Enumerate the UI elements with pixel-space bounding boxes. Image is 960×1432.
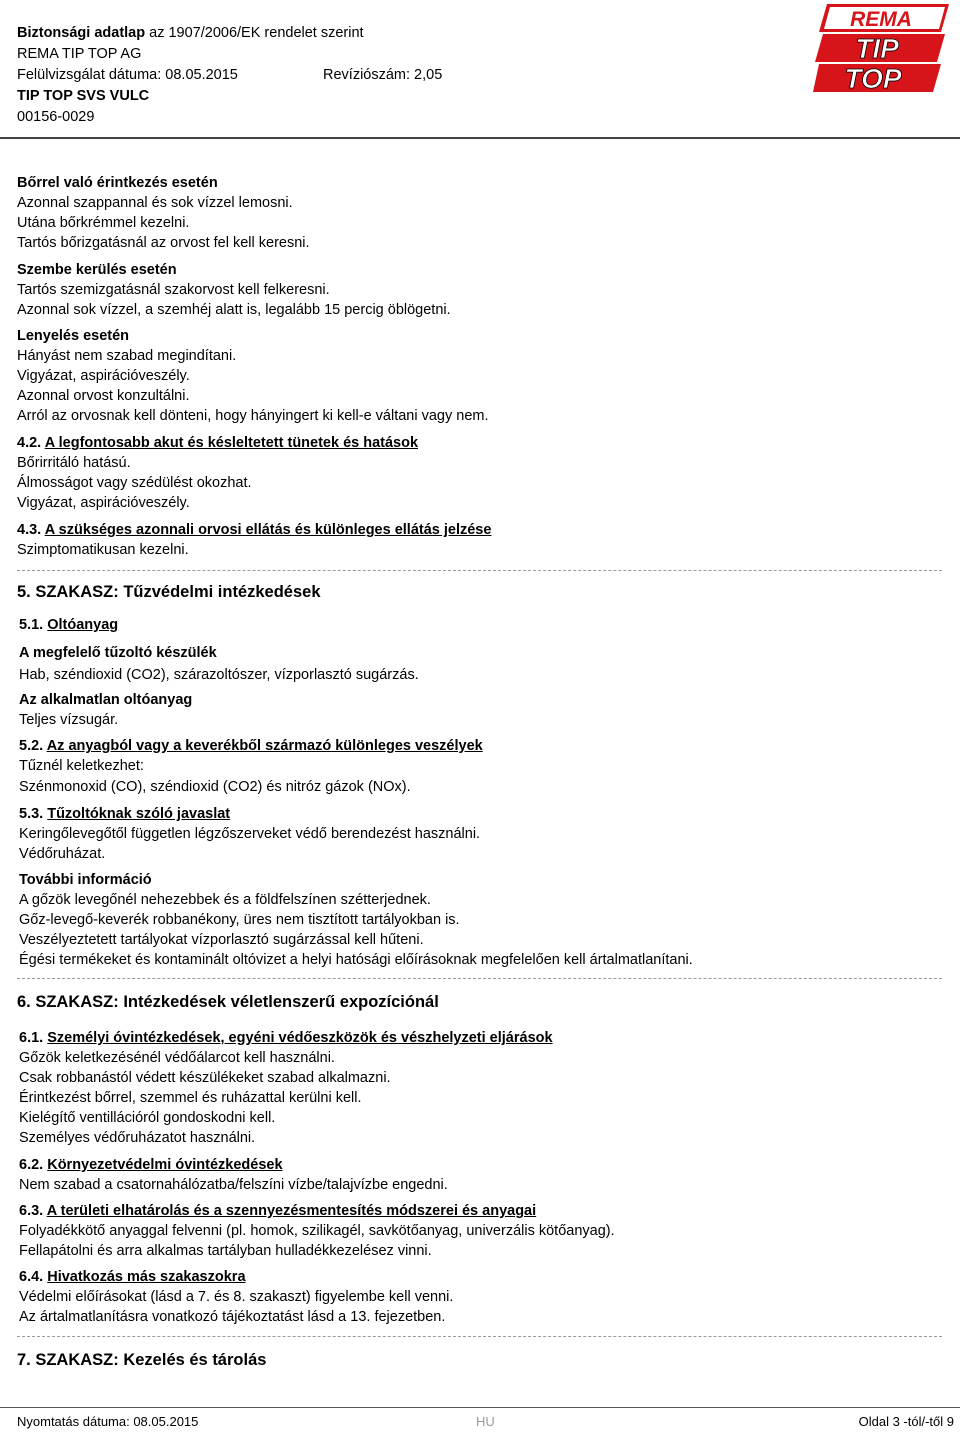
document-title <box>17 24 364 42</box>
section-6-title: 6. SZAKASZ: Intézkedések véletlenszerű expozíciónál <box>17 993 439 1011</box>
subsection-title: Hivatkozás más szakaszokra <box>47 1269 246 1285</box>
subsection-6-2-heading <box>19 1156 283 1174</box>
skin-contact-line: Tartós bőrizgatásnál az orvost fel kell keresni. <box>17 235 310 251</box>
logo-tip-text: TIP <box>855 33 899 64</box>
page-number: Oldal 3 -tól/-től 9 <box>858 1414 954 1429</box>
subsection-6-1-heading <box>19 1029 553 1047</box>
section-divider <box>17 570 942 571</box>
review-line <box>17 66 238 84</box>
unsuitable-media-heading: Az alkalmatlan oltóanyag <box>19 692 193 708</box>
subsection-title: Oltóanyag <box>47 617 119 633</box>
doc-type-label: Biztonsági adatlap <box>17 25 146 41</box>
environmental-line: Nem szabad a csatornahálózatba/felszíni vízbe/talajvízbe engedni. <box>19 1177 448 1193</box>
precaution-line: Érintkezést bőrrel, szemmel és ruházattal kerülni kell. <box>19 1090 362 1106</box>
subsection-6-4-heading <box>19 1268 246 1286</box>
firefighter-advice-line: Keringőlevegőtől független légzőszerveket védő berendezést használni. <box>19 826 481 842</box>
further-info-line: Égési termékeket és kontaminált oltóvizet a helyi hatósági előírásoknak megfelelően kell ártalmatlanítani. <box>19 952 693 968</box>
eye-contact-line: Azonnal sok vízzel, a szemhéj alatt is, legalább 15 percig öblögetni. <box>17 302 451 318</box>
subsection-number: 5.2. <box>19 738 47 754</box>
review-date: Felülvizsgálat dátuma: 08.05.2015 <box>17 67 238 83</box>
revision-number: Revíziószám: 2,05 <box>323 67 443 83</box>
subsection-6-3-heading <box>19 1202 536 1220</box>
ingestion-line: Azonnal orvost konzultálni. <box>17 388 190 404</box>
subsection-4-2-heading <box>17 434 418 452</box>
company-name: REMA TIP TOP AG <box>17 46 142 62</box>
skin-contact-heading: Bőrrel való érintkezés esetén <box>17 175 218 191</box>
subsection-title: A területi elhatárolás és a szennyezésmentesítés módszerei és anyagai <box>46 1203 537 1219</box>
section-5-title: 5. SZAKASZ: Tűzvédelmi intézkedések <box>17 583 321 601</box>
precaution-line: Személyes védőruházatot használni. <box>19 1130 256 1146</box>
precaution-line: Kielégítő ventillációról gondoskodni kell. <box>19 1110 276 1126</box>
reference-line: Az ártalmatlanításra vonatkozó tájékoztatást lásd a 13. fejezetben. <box>19 1309 446 1325</box>
symptom-line: Vigyázat, aspirációveszély. <box>17 495 190 511</box>
ingestion-heading: Lenyelés esetén <box>17 328 130 344</box>
symptom-line: Álmosságot vagy szédülést okozhat. <box>17 475 252 491</box>
ingestion-line: Vigyázat, aspirációveszély. <box>17 368 190 384</box>
subsection-5-2-heading <box>19 737 483 755</box>
skin-contact-line: Utána bőrkrémmel kezelni. <box>17 215 190 231</box>
subsection-number: 6.1. <box>19 1030 48 1046</box>
subsection-4-3-heading <box>17 521 491 539</box>
subsection-title: Személyi óvintézkedések, egyéni védőeszközök és vészhelyzeti eljárások <box>47 1030 553 1046</box>
section-divider <box>17 1336 942 1337</box>
logo-rema-text: REMA <box>850 8 912 31</box>
firefighter-advice-line: Védőruházat. <box>19 846 106 862</box>
suitable-media-heading: A megfelelő tűzoltó készülék <box>19 645 217 661</box>
containment-line: Folyadékkötő anyaggal felvenni (pl. homok, szilikagél, savkötőanyag, univerzális kötőanyag). <box>19 1223 615 1239</box>
subsection-number: 6.3. <box>19 1203 47 1219</box>
language-code: HU <box>476 1414 495 1429</box>
subsection-title: Környezetvédelmi óvintézkedések <box>47 1157 283 1173</box>
subsection-number: 6.4. <box>19 1269 48 1285</box>
print-date: Nyomtatás dátuma: 08.05.2015 <box>17 1414 199 1429</box>
precaution-line: Gőzök keletkezésénél védőálarcot kell használni. <box>19 1050 335 1066</box>
section-7-title: 7. SZAKASZ: Kezelés és tárolás <box>17 1351 267 1369</box>
hazard-line: Tűznél keletkezhet: <box>19 758 144 774</box>
subsection-title: Az anyagból vagy a keverékből származó különleges veszélyek <box>46 738 483 754</box>
treatment-line: Szimptomatikusan kezelni. <box>17 542 189 558</box>
ingestion-line: Hányást nem szabad megindítani. <box>17 348 237 364</box>
eye-contact-line: Tartós szemizgatásnál szakorvost kell felkeresni. <box>17 282 330 298</box>
subsection-5-3-heading <box>19 805 230 823</box>
reference-line: Védelmi előírásokat (lásd a 7. és 8. szakaszt) figyelembe kell venni. <box>19 1289 454 1305</box>
ingestion-line: Arról az orvosnak kell dönteni, hogy hányingert ki kell-e váltani vagy nem. <box>17 408 489 424</box>
subsection-title: A szükséges azonnali orvosi ellátás és különleges ellátás jelzése <box>44 522 492 538</box>
subsection-number: 5.1. <box>19 617 48 633</box>
subsection-number: 5.3. <box>19 806 48 822</box>
precaution-line: Csak robbanástól védett készülékeket szabad alkalmazni. <box>19 1070 391 1086</box>
subsection-title: A legfontosabb akut és késleltetett tünetek és hatások <box>44 435 419 451</box>
subsection-number: 6.2. <box>19 1157 48 1173</box>
product-name: TIP TOP SVS VULC <box>17 88 150 104</box>
suitable-media-line: Hab, széndioxid (CO2), szárazoltószer, vízporlasztó sugárzás. <box>19 667 419 683</box>
footer-divider <box>0 1407 960 1408</box>
subsection-5-1-heading <box>19 616 118 634</box>
rema-tip-top-logo <box>813 2 949 94</box>
header-divider <box>0 137 960 139</box>
subsection-title: Tűzoltóknak szóló javaslat <box>47 806 231 822</box>
logo-top-text: TOP <box>844 63 902 94</box>
further-info-line: Veszélyeztetett tartályokat vízporlasztó sugárzással kell hűteni. <box>19 932 424 948</box>
subsection-number: 4.3. <box>17 522 45 538</box>
regulation-label: az 1907/2006/EK rendelet szerint <box>145 25 364 41</box>
section-divider <box>17 978 942 979</box>
skin-contact-line: Azonnal szappannal és sok vízzel lemosni. <box>17 195 293 211</box>
further-info-line: A gőzök levegőnél nehezebbek és a földfelszínen szétterjednek. <box>19 892 431 908</box>
unsuitable-media-line: Teljes vízsugár. <box>19 712 119 728</box>
symptom-line: Bőrirritáló hatású. <box>17 455 131 471</box>
further-info-heading: További információ <box>19 872 152 888</box>
eye-contact-heading: Szembe kerülés esetén <box>17 262 177 278</box>
hazard-line: Szénmonoxid (CO), széndioxid (CO2) és nitróz gázok (NOx). <box>19 779 411 795</box>
product-code: 00156-0029 <box>17 109 95 125</box>
subsection-number: 4.2. <box>17 435 45 451</box>
further-info-line: Gőz-levegő-keverék robbanékony, üres nem tisztított tartályokban is. <box>19 912 460 928</box>
containment-line: Fellapátolni és arra alkalmas tartályban hulladékkezelésez vinni. <box>19 1243 432 1259</box>
